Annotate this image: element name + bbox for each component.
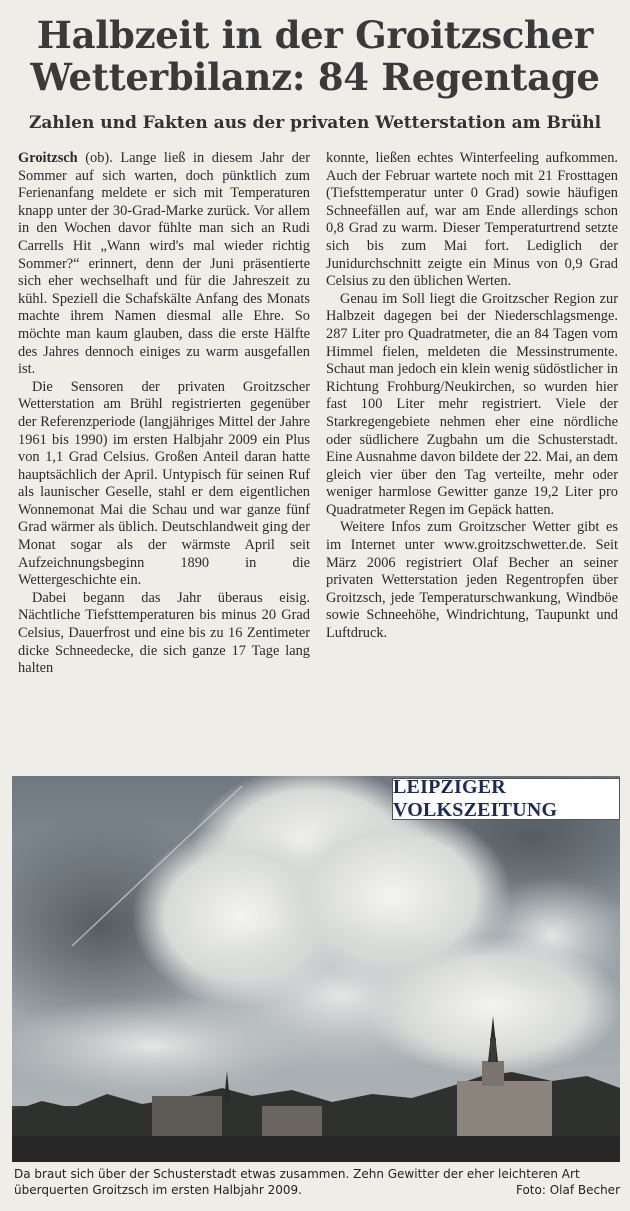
column-left	[18, 150, 310, 775]
article-body	[18, 150, 618, 775]
column-right	[326, 150, 618, 775]
newspaper-logo: LEIPZIGER VOLKSZEITUNG	[392, 778, 620, 820]
headline-line-2: Wetterbilanz: 84 Regentage	[30, 55, 600, 99]
subtitle: Zahlen und Fakten aus der privaten Wetterstation am Brühl	[28, 113, 602, 133]
paragraph-2: Die Sensoren der privaten Groitzscher Wetterstation am Brühl registrierten gegenüber der Referenzperiode (langjähriges Mittel der Jahre 1961 bis 1990) im ersten Halbjahr 2009 ein Plus von 1,1 Grad Celsius. Großen Anteil daran hatte hauptsächlich der April. Untypisch für seinen Ruf als launischer Geselle, stahl er dem eigentlichen Wonnemonat Mai die Schau und war ganze fünf Grad wärmer als üblich. Deutschlandweit ging der Monat sogar als der wärmste April seit Aufzeichnungsbeginn 1890 in die Wettergeschichte ein.	[18, 378, 310, 589]
paragraph-1-text: (ob). Lange ließ in diesem Jahr der Sommer auf sich warten, doch pünktlich zum Ferienanfang meldete er sich mit Temperaturen knapp unter der 30-Grad-Marke zurück. Vor allem in den Wochen davor fühlte man sich an Rudi Carrells Hit „Wann wird's mal wieder richtig Sommer?“ erinnert, denn der Juni präsentierte sich eher wechselhaft und für die Jahreszeit zu kühl. Speziell die Schafskälte Anfang des Monats machte ihrem Namen diesmal alle Ehre. So möchte man kaum glauben, dass die erste Hälfte des Jahres dennoch einiges zu warm ausgefallen ist.	[18, 150, 310, 378]
headline-line-1: Halbzeit in der Groitzscher	[36, 13, 594, 57]
sky-photo	[12, 776, 620, 1162]
headline	[0, 14, 630, 98]
sky-photo-illustration	[12, 776, 620, 1162]
paragraph-5: Weitere Infos zum Groitzscher Wetter gibt es im Internet unter www.groitzschwetter.de. Seit März 2006 registriert Olaf Becher an seiner privaten Wetterstation jeden Regentropfen über Groitzsch, jede Temperaturschwankung, Windböe sowie Schneehöhe, Windrichtung, Taupunkt und Luftdruck.	[326, 519, 618, 642]
photo-caption: Da braut sich über der Schusterstadt etwas zusammen. Zehn Gewitter der eher leichteren Art überquerten Groitzsch im ersten Halbjahr 2009.	[14, 1167, 580, 1197]
paragraph-1	[18, 150, 310, 379]
paragraph-3-continued: konnte, ließen echtes Winterfeeling aufkommen. Auch der Februar wartete noch mit 21 Frosttagen (Tiefsttemperatur unter 0 Grad) sowie häufigen Schneefällen auf, war am Ende allerdings schon 0,8 Grad zu warm. Dieser Temperaturtrend setzte sich bis zum Mai fort. Lediglich der Junidurchschnitt zeigte ein Minus von 0,9 Grad Celsius zu den üblichen Werten.	[326, 150, 618, 290]
dateline: Groitzsch	[18, 150, 78, 166]
paragraph-3: Dabei begann das Jahr überaus eisig. Nächtliche Tiefsttemperaturen bis minus 20 Grad Celsius, Dauerfrost und eine bis zu 16 Zentimeter dicke Schneedecke, die sich ganze 17 Tage lang halten	[18, 589, 310, 677]
paragraph-4: Genau im Soll liegt die Groitzscher Region zur Halbzeit dagegen bei der Niederschlagsmenge. 287 Liter pro Quadratmeter, die an 84 Tagen vom Himmel fielen, meldeten die Messinstrumente. Schaut man jedoch ein klein wenig südöstlicher in Richtung Frohburg/Neukirchen, so wurden hier fast 100 Liter mehr registriert. Viele der Starkregengebiete nehmen eher eine nördliche oder südlichere Zugbahn um die Schusterstadt. Eine Ausnahme davon bildete der 22. Mai, an dem gleich vier über den Tag verteilte, mehr oder weniger harmlose Gewitter ganze 19,2 Liter pro Quadratmeter Regen im Gepäck hatten.	[326, 290, 618, 518]
photo-credit: Foto: Olaf Becher	[515, 1183, 620, 1197]
